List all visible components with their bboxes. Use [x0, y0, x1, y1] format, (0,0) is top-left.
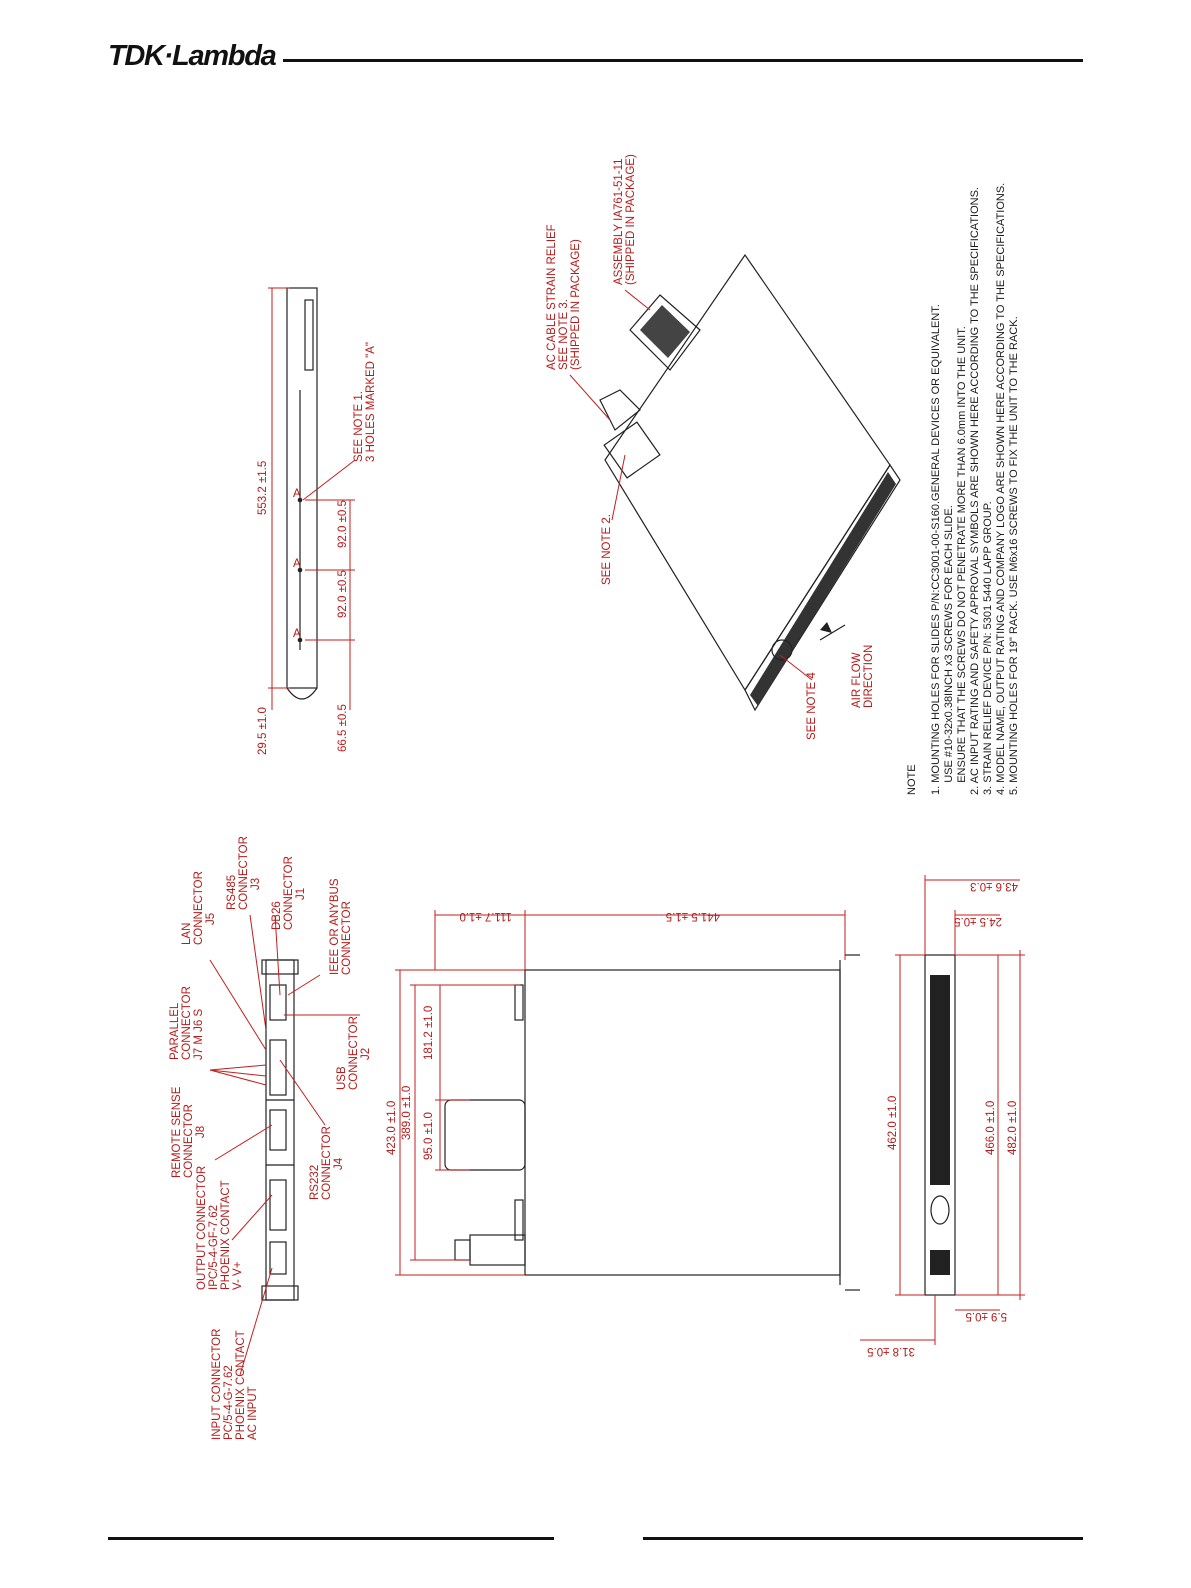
- airflow-arrowhead: [820, 622, 832, 633]
- label-input-connector: [211, 1329, 259, 1440]
- svg-text:PHOENIX CONTACT: PHOENIX CONTACT: [220, 1180, 232, 1290]
- side-view-dimensions: [268, 288, 355, 710]
- dim-181: 181.2 ±1.0: [423, 1005, 435, 1060]
- top-view-outline: [525, 970, 840, 1275]
- dim-389: 389.0 ±1.0: [401, 1085, 413, 1140]
- dim-overall-length: 553.2 ±1.5: [257, 460, 269, 515]
- svg-text:USB: USB: [336, 1066, 348, 1090]
- svg-text:CONNECTOR: CONNECTOR: [238, 836, 250, 910]
- notes-title: NOTE: [906, 764, 918, 795]
- iso-leaders: [570, 290, 812, 680]
- label-output-connector: [196, 1166, 244, 1290]
- dim-43: 43.6 ±0.3: [970, 880, 1018, 892]
- label-rs232: [309, 1126, 345, 1200]
- label-remote-sense: [171, 1086, 207, 1178]
- label-see-note-2: SEE NOTE 2.: [601, 514, 613, 585]
- dim-front: 29.5 ±1.0: [257, 707, 269, 755]
- svg-text:ASSEMBLY IA761-51-11: ASSEMBLY IA761-51-11: [613, 158, 625, 285]
- label-ieee-anybus: [329, 878, 353, 975]
- svg-text:RS485: RS485: [226, 874, 238, 910]
- dim-111: 111.7 ±1.0: [459, 910, 512, 922]
- side-view: [287, 288, 317, 699]
- label-usb: [336, 1016, 372, 1090]
- svg-text:DB26: DB26: [271, 901, 283, 930]
- comm-connectors-block: [270, 1040, 286, 1095]
- label-lan: [181, 871, 217, 945]
- isometric-view: [600, 255, 900, 710]
- label-strain-relief: [546, 224, 582, 370]
- svg-text:AC CABLE STRAIN RELIEF: AC CABLE STRAIN RELIEF: [546, 224, 558, 370]
- svg-text:(SHIPPED IN PACKAGE): (SHIPPED IN PACKAGE): [570, 239, 582, 370]
- svg-text:IPC/5-4-GF-7.62: IPC/5-4-GF-7.62: [208, 1205, 220, 1290]
- front-view: [925, 955, 955, 1295]
- iso-assembly-vents: [640, 305, 690, 358]
- svg-text:CONNECTOR: CONNECTOR: [283, 856, 295, 930]
- dim-423: 423.0 ±1.0: [386, 1100, 398, 1155]
- rear-panel-top-ear: [262, 960, 298, 974]
- output-connector-block: [270, 1180, 286, 1230]
- front-panel-display: [930, 1250, 950, 1275]
- svg-text:J5: J5: [205, 912, 217, 925]
- top-view-strain-relief-cap: [455, 1240, 470, 1260]
- svg-text:CONNECTOR: CONNECTOR: [183, 1104, 195, 1178]
- side-view-handle: [287, 688, 317, 699]
- label-rs485: [226, 836, 262, 910]
- svg-text:CONNECTOR: CONNECTOR: [181, 986, 193, 1060]
- remote-sense-block: [270, 1110, 286, 1150]
- svg-text:DIRECTION: DIRECTION: [863, 644, 875, 708]
- svg-text:AC INPUT: AC INPUT: [247, 1386, 259, 1440]
- svg-text:PC/5-4-G-7.62: PC/5-4-G-7.62: [223, 1365, 235, 1440]
- label-see-note-4: SEE NOTE 4: [806, 672, 818, 740]
- note-line: 5. MOUNTING HOLES FOR 19" RACK. USE M6x16 SCREWS TO FIX THE UNIT TO THE RACK.: [1008, 316, 1020, 795]
- note-line: 1. MOUNTING HOLES FOR SLIDES P/N:CC3001-00-S160.GENERAL DEVICES OR EQUIVALENT.: [930, 304, 942, 795]
- svg-text:CONNECTOR: CONNECTOR: [341, 901, 353, 975]
- hole-mark: A: [293, 488, 301, 500]
- svg-text:SEE NOTE 3.: SEE NOTE 3.: [558, 299, 570, 370]
- note-line: 3. STRAIN RELIEF DEVICE P/N: 5301 5440 LAPP GROUP.: [982, 501, 994, 795]
- note-line: 2. AC INPUT RATING AND SAFETY APPROVAL SYMBOLS ARE SHOWN HERE ACCORDING TO THE SPECIFICATIONS.: [969, 187, 981, 795]
- dim-hole-spacing-1: 92.0 ±0.5: [337, 570, 349, 618]
- dim-5: 5.9 ±0.5: [965, 1310, 1007, 1322]
- svg-text:INPUT CONNECTOR: INPUT CONNECTOR: [211, 1328, 223, 1440]
- notes-block: [906, 183, 1020, 795]
- svg-text:REMOTE SENSE: REMOTE SENSE: [171, 1086, 183, 1178]
- svg-text:V- V+: V- V+: [232, 1261, 244, 1290]
- dim-441: 441.5 ±1.5: [665, 910, 720, 922]
- svg-text:SEE NOTE 1.: SEE NOTE 1.: [353, 391, 365, 462]
- rear-panel-leaders: [210, 915, 360, 1375]
- rear-panel-bottom-ear: [262, 1286, 298, 1300]
- front-panel-vent: [930, 975, 950, 1185]
- dim-bottom-front: 66.5 ±0.5: [337, 704, 349, 752]
- svg-text:RS232: RS232: [309, 1164, 321, 1200]
- iso-top-face: [605, 255, 890, 690]
- svg-text:CONNECTOR: CONNECTOR: [348, 1016, 360, 1090]
- svg-text:CONNECTOR: CONNECTOR: [321, 1126, 333, 1200]
- svg-text:J8: J8: [195, 1125, 207, 1138]
- svg-text:PHOENIX CONTACT: PHOENIX CONTACT: [235, 1330, 247, 1440]
- note-line: USE #10-32x0.38INCH x3 SCREWS FOR EACH SLIDE.: [943, 505, 955, 795]
- svg-text:IEEE OR ANYBUS: IEEE OR ANYBUS: [329, 878, 341, 975]
- label-see-note-1: [353, 342, 377, 462]
- svg-text:CONNECTOR: CONNECTOR: [193, 871, 205, 945]
- svg-text:J2: J2: [360, 1047, 372, 1060]
- brand-logo: TDK·Lambda: [108, 40, 276, 72]
- svg-text:3 HOLES MARKED "A": 3 HOLES MARKED "A": [365, 341, 377, 462]
- note-line: ENSURE THAT THE SCREWS DO NOT PENETRATE MORE THAN 6.0mm INTO THE UNIT.: [956, 326, 968, 795]
- front-panel-knob: [931, 1196, 949, 1224]
- hole-mark: A: [293, 628, 301, 640]
- rear-panel-view: [262, 960, 298, 1300]
- dim-hole-spacing-2: 92.0 ±0.5: [337, 500, 349, 548]
- db26-connector-block: [270, 985, 286, 1020]
- dim-31: 31.8 ±0.5: [867, 1345, 915, 1357]
- label-airflow: [851, 645, 875, 708]
- svg-text:J7 M J6 S: J7 M J6 S: [193, 1008, 205, 1060]
- svg-text:J1: J1: [295, 887, 307, 900]
- label-assembly: [613, 154, 637, 285]
- svg-text:OUTPUT CONNECTOR: OUTPUT CONNECTOR: [196, 1165, 208, 1290]
- svg-text:(SHIPPED IN PACKAGE): (SHIPPED IN PACKAGE): [625, 154, 637, 285]
- hole-mark: A: [293, 558, 301, 570]
- svg-text:PARALLEL: PARALLEL: [169, 1002, 181, 1060]
- dim-462: 462.0 ±1.0: [887, 1095, 899, 1150]
- label-db26: [271, 856, 307, 930]
- dim-95: 95.0 ±1.0: [423, 1112, 435, 1160]
- svg-text:J3: J3: [250, 877, 262, 890]
- dim-482: 482.0 ±1.0: [1007, 1100, 1019, 1155]
- input-connector-block: [270, 1242, 286, 1274]
- svg-text:LAN: LAN: [181, 922, 193, 945]
- svg-text:J4: J4: [333, 1157, 345, 1170]
- dim-24: 24.5 ±0.5: [954, 915, 1002, 927]
- label-parallel: [169, 986, 205, 1060]
- dim-466: 466.0 ±1.0: [985, 1100, 997, 1155]
- note-line: 4. MODEL NAME, OUTPUT RATING AND COMPANY LOGO ARE SHOWN HERE ACCORDING TO THE SPECIFICATIONS.: [995, 182, 1007, 795]
- top-view: [445, 955, 860, 1290]
- top-view-dimensions: [395, 910, 845, 1275]
- top-view-assembly-box: [445, 1100, 525, 1170]
- svg-text:AIR FLOW: AIR FLOW: [851, 652, 863, 708]
